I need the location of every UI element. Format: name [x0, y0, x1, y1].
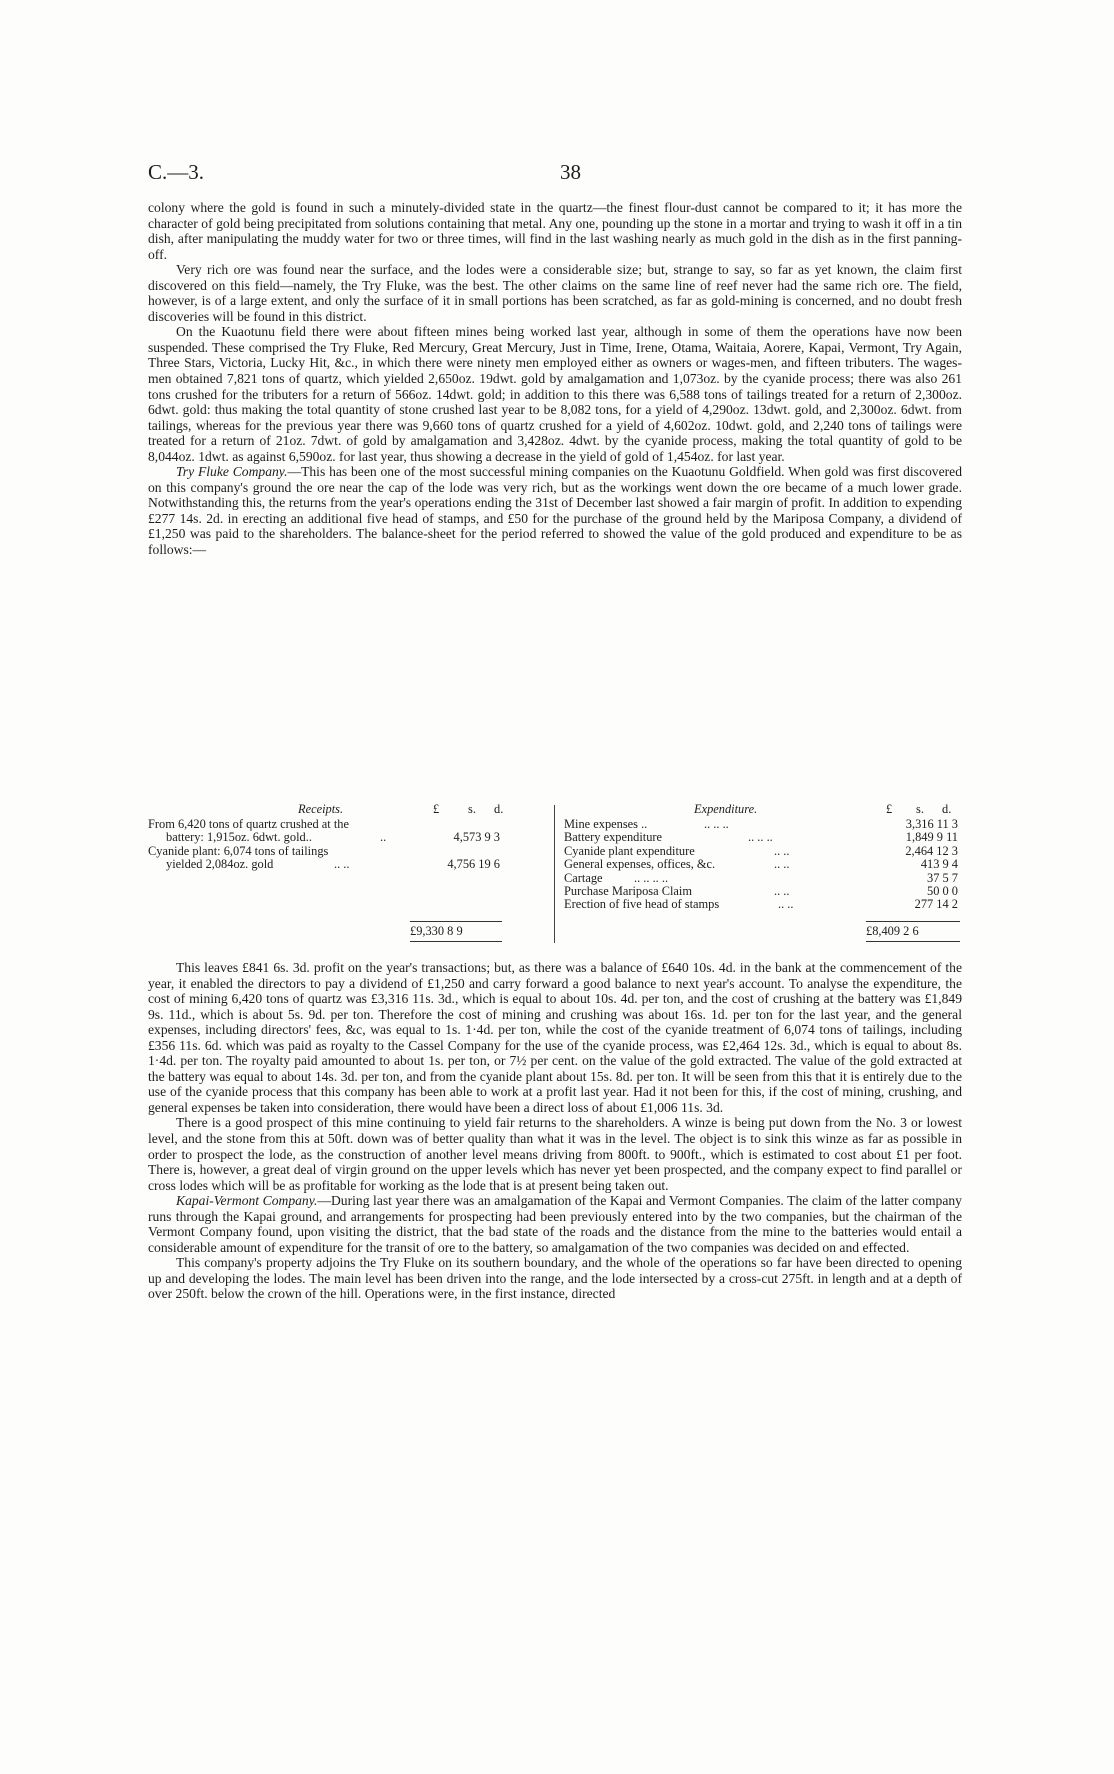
expense-line: Cyanide plant expenditure	[564, 843, 695, 858]
body-text-lower	[148, 960, 962, 1302]
paragraph-text: —During last year there was an amalgamation of the Kapai and Vermont Companies. The claim of the latter company runs through the Kapai ground, and arrangements for prospecting had been previously entered into by the two companies, but the chairman of the Vermont Company found, upon visiting the district, that the bad state of the roads and the distance from the mine to the batteries would entail a considerable amount of expenditure for the transit of ore to the battery, so amalgamation of the two companies was decided on and effected.	[148, 1193, 962, 1255]
leader-dots: ..	[380, 830, 387, 845]
receipt-line: battery: 1,915oz. 6dwt. gold..	[166, 830, 312, 845]
paragraph-text: —This has been one of the most successful mining companies on the Kuaotunu Goldfield. When gold was first discovered on this company's ground the ore near the cap of the lode was very rich, but as the workings went down the ore became of a much lower grade. Notwithstanding this, the returns from the year's operations ending the 31st of December last showed a fair margin of profit. In addition to expending £277 14s. 2d. in erecting an additional five head of stamps, and £50 for the purchase of the ground held by the Mariposa Company, a dividend of £1,250 was paid to the shareholders. The balance-sheet for the period referred to showed the value of the gold produced and expenditure to be as follows:—	[148, 464, 962, 558]
expenditure-total: £8,409 2 6	[866, 924, 919, 938]
page-header	[148, 160, 968, 190]
expense-line: General expenses, offices, &c.	[564, 857, 716, 872]
total-rule	[866, 941, 960, 942]
leader-dots: .. ..	[774, 883, 790, 898]
paragraph: On the Kuaotunu field there were about fifteen mines being worked last year, although in some of them the operations have now been suspended. These comprised the Try Fluke, Red Mercury, Great Mercury, Just in Time, Irene, Otama, Waitaia, Aorere, Kapai, Vermont, Try Again, Three Stars, Victoria, Lucky Hit, &c., in which there were ninety men employed either as owners or wages-men, and fifteen tributers. The wages-men obtained 7,821 tons of quartz, which yielded 2,650oz. 19dwt. gold by amalgamation and 1,073oz. by the cyanide process; there was also 261 tons crushed for the tributers for a return of 566oz. 14dwt. gold; in addition to this there was 6,588 tons of tailings treated for a return of 2,300oz. 6dwt. gold: thus making the total quantity of stone crushed last year to be 8,082 tons, for a yield of 4,290oz. 13dwt. gold, and 2,300oz. 6dwt. from tailings, whereas for the previous year there was 9,660 tons of quartz crushed for a yield of 4,602oz. 10dwt. gold, and 2,240 tons of tailings were treated for a return of 21oz. 7dwt. of gold by amalgamation and 3,428oz. 4dwt. by the cyanide process, making the total quantity of gold to be 8,044oz. 1dwt. as against 6,590oz. for last year, thus showing a decrease in the yield of gold of 1,454oz. for last year.	[148, 324, 962, 464]
expense-amount: 3,316 11 3	[905, 817, 958, 831]
expense-amount: 277 14 2	[914, 897, 958, 912]
expenditure-title: Expenditure.	[694, 802, 758, 816]
money-head-pence: d.	[942, 802, 952, 816]
expense-amount: 1,849 9 11	[905, 830, 958, 845]
expense-amount: 2,464 12 3	[905, 843, 958, 858]
money-head-pounds: £	[886, 802, 893, 816]
total-rule	[866, 921, 960, 922]
paragraph: This leaves £841 6s. 3d. profit on the year's transactions; but, as there was a balance of £640 10s. 4d. in the bank at the commencement of the year, it enabled the directors to pay a dividend of £1,250 and carry forward a good balance to next year's account. To analyse the expenditure, the cost of mining 6,420 tons of quartz was £3,316 11s. 3d., which is equal to about 10s. 4d. per ton, and the cost of crushing at the battery was £1,849 9s. 11d., which is about 5s. 9d. per ton. Therefore the cost of mining and crushing was about 16s. 1d. per ton for the last year, and the general expenses, including directors' fees, &c, was equal to 1s. 1·4d. per ton, while the cost of the cyanide treatment of 6,074 tons of tailings, including £356 11s. 6d. which was paid as royalty to the Cassel Company for the use of the cyanide process, was £2,464 12s. 3d., which is equal to about 8s. 1·4d. per ton. The royalty paid amounted to about 1s. per ton, or 7½ per cent. on the value of the gold extracted. The value of the gold extracted at the battery was equal to about 14s. 3d. per ton, and from the cyanide plant about 15s. 8d. per ton. It will be seen from this that it is entirely due to the use of the cyanide process that this company has been able to work at a profit last year. Had it not been for this, if the cost of mining, crushing, and general expenses be taken into consideration, there would have been a direct loss of about £1,006 11s. 3d.	[148, 960, 962, 1115]
receipt-line: From 6,420 tons of quartz crushed at the	[148, 817, 349, 831]
section-heading-kapai: Kapai-Vermont Company.	[176, 1193, 318, 1209]
page-number: 38	[560, 160, 581, 184]
leader-dots: .. .. ..	[748, 830, 773, 845]
expense-line: Mine expenses ..	[564, 817, 648, 831]
receipt-line: Cyanide plant: 6,074 tons of tailings	[148, 843, 329, 858]
expenditure-column	[564, 802, 962, 938]
leader-dots: .. .. ..	[704, 817, 729, 831]
paragraph: Very rich ore was found near the surface, and the lodes were a considerable size; but, strange to say, so far as yet known, the claim first discovered on this field—namely, the Try Fluke, was the best. The other claims on the same line of reef never had the same rich ore. The field, however, is of a large extent, and only the surface of it in small portions has been scratched, as far as gold-mining is concerned, and no doubt fresh discoveries will be found in this district.	[148, 262, 962, 324]
leader-dots: .. ..	[334, 857, 350, 872]
leader-dots: .. ..	[774, 857, 790, 872]
expense-amount: 37 5 7	[927, 870, 958, 885]
body-text-upper	[148, 200, 962, 558]
expense-line: Cartage	[564, 870, 603, 885]
receipt-amount: 4,756 19 6	[447, 857, 500, 872]
receipt-line: yielded 2,084oz. gold	[166, 857, 274, 872]
receipts-title: Receipts.	[298, 802, 344, 816]
section-heading-try-fluke: Try Fluke Company.	[176, 464, 288, 480]
receipts-total: £9,330 8 9	[410, 924, 463, 938]
expense-line: Erection of five head of stamps	[564, 897, 720, 912]
money-head-pounds: £	[433, 802, 440, 816]
paragraph: This company's property adjoins the Try Fluke on its southern boundary, and the whole of the operations so far have been directed to opening up and developing the lodes. The main level has been driven into the range, and the lode intersected by a cross-cut 275ft. in length and at a depth of over 250ft. below the crown of the hill. Operations were, in the first instance, directed	[148, 1255, 962, 1302]
leader-dots: .. ..	[778, 897, 794, 912]
expense-amount: 50 0 0	[927, 883, 958, 898]
total-rule	[410, 921, 502, 922]
balance-sheet	[148, 803, 962, 953]
report-reference: C.—3.	[148, 160, 205, 184]
column-divider	[554, 805, 555, 943]
paragraph: colony where the gold is found in such a minutely-divided state in the quartz—the finest flour-dust cannot be compared to it; it has more the character of gold being precipitated from solutions containing that metal. Any one, pounding up the stone in a mortar and trying to wash it off in a tin dish, after manipulating the muddy water for two or three times, will find in the last washing nearly as much gold in the dish as in the first panning-off.	[148, 200, 962, 262]
expense-line: Battery expenditure	[564, 830, 663, 845]
expense-line: Purchase Mariposa Claim	[564, 883, 693, 898]
leader-dots: .. ..	[774, 843, 790, 858]
money-head-shillings: s.	[468, 802, 476, 816]
total-rule	[410, 941, 502, 942]
leader-dots: .. .. .. ..	[634, 870, 669, 885]
paragraph: There is a good prospect of this mine continuing to yield fair returns to the shareholders. A winze is being put down from the No. 3 or lowest level, and the stone from this at 50ft. down was of better quality than what it was in the level. The object is to sink this winze as far as possible in order to prospect the lode, as the construction of another level means driving from 800ft. to 900ft., which is estimated to cost about £1 per foot. There is, however, a great deal of virgin ground on the upper levels which has never yet been prospected, and the company expect to find parallel or cross lodes which will be as profitable for working as the lode that is at present being taken out.	[148, 1115, 962, 1193]
paragraph-try-fluke	[148, 464, 962, 557]
money-head-shillings: s.	[916, 802, 924, 816]
receipts-column	[148, 802, 550, 938]
receipt-amount: 4,573 9 3	[453, 830, 500, 845]
money-head-pence: d.	[494, 802, 504, 816]
paragraph-kapai	[148, 1193, 962, 1255]
expense-amount: 413 9 4	[920, 857, 958, 872]
